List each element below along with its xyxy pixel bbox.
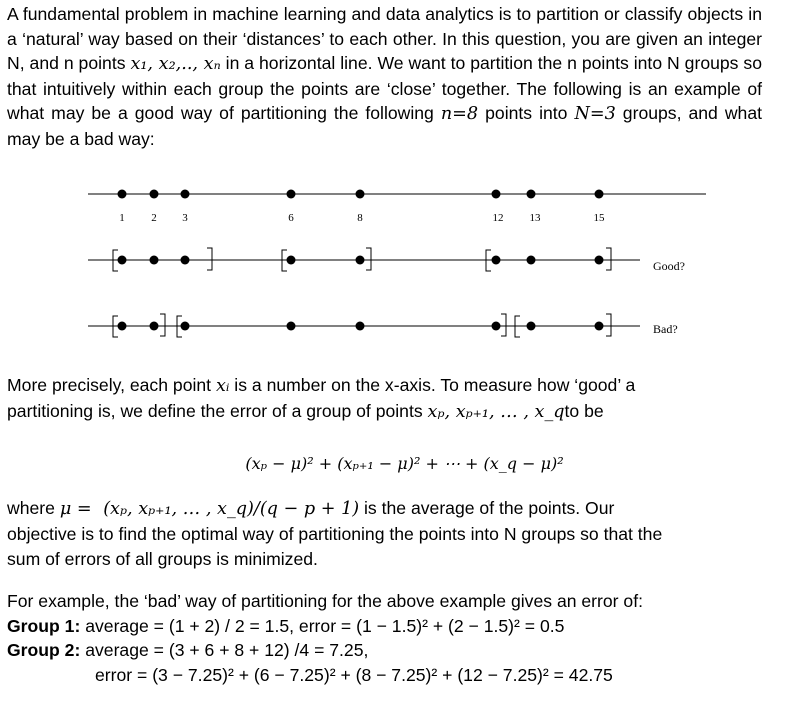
precise-line-1: More precisely, each point xᵢ is a number on the x-axis. To measure how ‘good’ a bbox=[7, 375, 636, 396]
mu-symbol: μ = bbox=[59, 499, 98, 519]
xi-symbol: xᵢ bbox=[215, 376, 230, 396]
point-6 bbox=[287, 190, 296, 199]
group-2-label: Group 2: bbox=[7, 640, 81, 660]
group-1-label: Group 1: bbox=[7, 616, 81, 636]
tick-label: 15 bbox=[593, 212, 605, 224]
tick-label: 12 bbox=[492, 212, 504, 224]
group-2-error: error = (3 − 7.25)² + (6 − 7.25)² + (8 − 7.25)² + (12 − 7.25)² = 42.75 bbox=[95, 665, 613, 685]
group-1-line bbox=[7, 614, 564, 638]
group-2-line bbox=[7, 638, 368, 662]
point-8 bbox=[356, 190, 365, 199]
tick-label: 3 bbox=[182, 212, 188, 224]
where-line-3: sum of errors of all groups is minimized. bbox=[7, 549, 318, 569]
intro-text-1: A fundamental problem in machine learning and data analytics is to partition or classify objects in a ‘natural’ way based on their ‘distances’ to each other. In this question, you are given an integer N, and n points bbox=[7, 4, 762, 73]
n-equals: n=8 bbox=[440, 104, 479, 124]
points-symbol: x₁, x₂,.., xₙ bbox=[130, 54, 221, 74]
error-formula: (xₚ − μ)² + (xₚ₊₁ − μ)² + ⋯ + (x_q − μ)² bbox=[245, 454, 564, 473]
bad-label: Bad? bbox=[653, 322, 678, 336]
point-15 bbox=[595, 190, 604, 199]
tick-label: 2 bbox=[151, 212, 157, 224]
point-2 bbox=[150, 190, 159, 199]
intro-paragraph bbox=[7, 2, 762, 151]
where-line-2: objective is to find the optimal way of partitioning the points into N groups so that the bbox=[7, 524, 663, 544]
intro-text-4: groups, and what may be a bad way: bbox=[7, 103, 762, 149]
example-intro: For example, the ‘bad’ way of partitioning for the above example gives an error of: bbox=[7, 591, 643, 611]
average-expression: (xₚ, xₚ₊₁, … , x_q)/(q − p + 1) bbox=[103, 499, 360, 519]
tick-label: 1 bbox=[119, 212, 125, 224]
group-symbol: xₚ, xₚ₊₁, … , x_q bbox=[427, 402, 565, 422]
point-12 bbox=[492, 190, 501, 199]
point-1 bbox=[118, 190, 127, 199]
where-line-1: where μ = (xₚ, xₚ₊₁, … , x_q)/(q − p + 1) is the average of the points. Our bbox=[7, 498, 615, 519]
axis-row bbox=[88, 190, 706, 225]
good-label: Good? bbox=[653, 259, 685, 273]
tick-label: 8 bbox=[357, 212, 363, 224]
group-2-text: average = (3 + 6 + 8 + 12) /4 = 7.25, bbox=[80, 640, 369, 660]
point-13 bbox=[527, 190, 536, 199]
N-equals: N=3 bbox=[574, 104, 616, 124]
intro-text-3: points into bbox=[478, 103, 575, 123]
tick-label: 13 bbox=[529, 212, 541, 224]
intro-text-2: in a horizontal line. We want to partition the n points into N groups so that intuitively within each group the points are ‘close’ together. The following is an example of what may be a good way of partitioning the following bbox=[7, 53, 763, 123]
partition-figure bbox=[80, 180, 720, 350]
precise-line-2: partitioning is, we define the error of a group of points xₚ, xₚ₊₁, … , x_qto be bbox=[7, 401, 604, 422]
group-1-text: average = (1 + 2) / 2 = 1.5, error = (1 − 1.5)² + (2 − 1.5)² = 0.5 bbox=[80, 616, 565, 636]
tick-label: 6 bbox=[288, 212, 294, 224]
point-3 bbox=[181, 190, 190, 199]
